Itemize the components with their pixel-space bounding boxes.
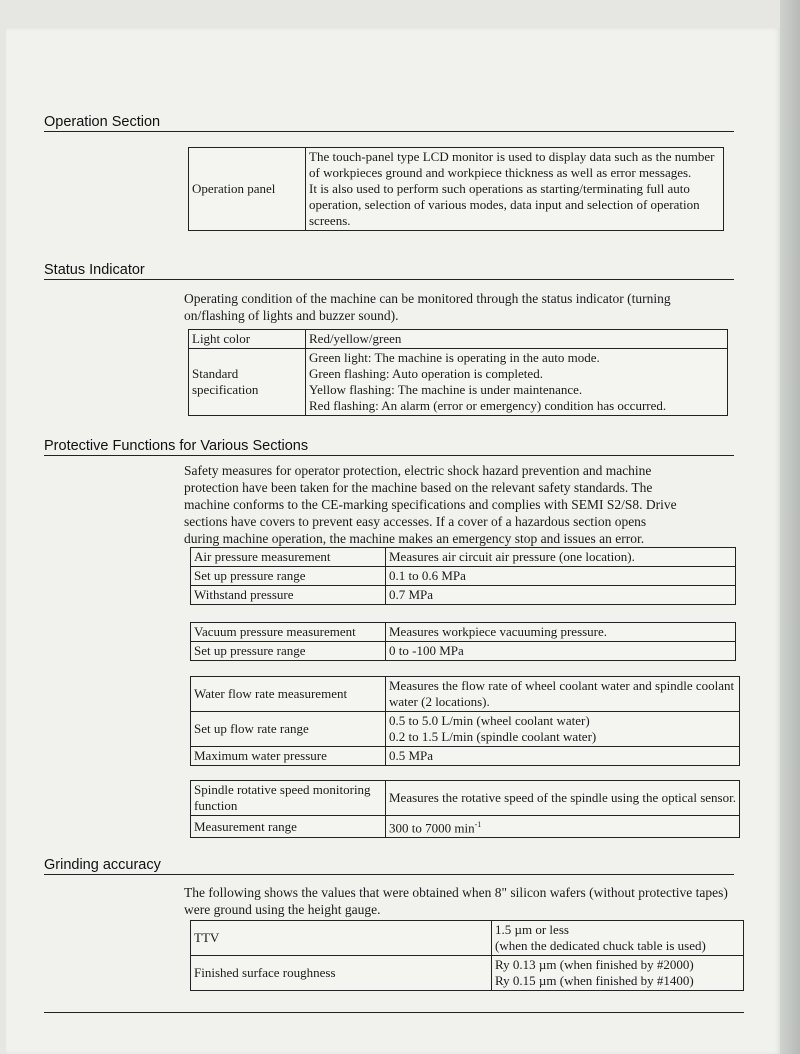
protective-section-heading: Protective Functions for Various Sections bbox=[44, 438, 734, 456]
operation-section-heading: Operation Section bbox=[44, 114, 734, 132]
status-section-heading: Status Indicator bbox=[44, 262, 734, 280]
water-measurement-label: Water flow rate measurement bbox=[191, 677, 386, 712]
operation-panel-label: Operation panel bbox=[189, 148, 306, 231]
operation-panel-desc bbox=[306, 148, 724, 231]
spindle-range-value bbox=[386, 816, 740, 838]
air-measurement-value: Measures air circuit air pressure (one location). bbox=[386, 548, 736, 567]
spindle-monitor-label: Spindle rotative speed monitoring function bbox=[191, 781, 386, 816]
spindle-range-text: 300 to 7000 min bbox=[389, 820, 475, 836]
spec-line-green-flash: Green flashing: Auto operation is completed. bbox=[309, 366, 543, 381]
vacuum-measurement-value: Measures workpiece vacuuming pressure. bbox=[386, 623, 736, 642]
operation-desc-2: It is also used to perform such operations as starting/terminating full auto operation, selection of various modes, data input and selection of operation screens. bbox=[309, 181, 700, 228]
spec-line-green: Green light: The machine is operating in the auto mode. bbox=[309, 350, 600, 365]
bottom-rule bbox=[44, 1012, 744, 1013]
grinding-table bbox=[190, 920, 744, 991]
water-range-value bbox=[386, 712, 740, 747]
roughness-line-1400: Ry 0.15 µm (when finished by #1400) bbox=[495, 973, 694, 988]
air-measurement-label: Air pressure measurement bbox=[191, 548, 386, 567]
ttv-value bbox=[492, 921, 744, 956]
vacuum-measurement-label: Vacuum pressure measurement bbox=[191, 623, 386, 642]
ttv-label: TTV bbox=[191, 921, 492, 956]
spindle-monitor-value: Measures the rotative speed of the spindle using the optical sensor. bbox=[386, 781, 740, 816]
spindle-speed-table bbox=[190, 780, 740, 838]
air-range-label: Set up pressure range bbox=[191, 567, 386, 586]
vacuum-range-label: Set up pressure range bbox=[191, 642, 386, 661]
water-max-pressure-value: 0.5 MPa bbox=[386, 747, 740, 766]
roughness-value bbox=[492, 956, 744, 991]
air-withstand-label: Withstand pressure bbox=[191, 586, 386, 605]
status-intro: Operating condition of the machine can be monitored through the status indicator (turning on/flashing of lights and buzzer sound). bbox=[184, 291, 671, 323]
status-table bbox=[188, 329, 728, 416]
vacuum-range-value: 0 to -100 MPa bbox=[386, 642, 736, 661]
water-flow-table bbox=[190, 676, 740, 766]
standard-spec-label: Standard specification bbox=[189, 349, 306, 416]
spindle-range-label: Measurement range bbox=[191, 816, 386, 838]
water-range-label: Set up flow rate range bbox=[191, 712, 386, 747]
grinding-intro: The following shows the values that were obtained when 8" silicon wafers (without protective tapes) were ground using the height gauge. bbox=[184, 885, 728, 917]
spindle-range-unit-exp: -1 bbox=[474, 820, 482, 829]
standard-spec-value bbox=[306, 349, 728, 416]
air-range-value: 0.1 to 0.6 MPa bbox=[386, 567, 736, 586]
ttv-line-2: (when the dedicated chuck table is used) bbox=[495, 938, 706, 953]
grinding-section-heading: Grinding accuracy bbox=[44, 857, 734, 875]
water-max-pressure-label: Maximum water pressure bbox=[191, 747, 386, 766]
spec-line-red-flash: Red flashing: An alarm (error or emergency) condition has occurred. bbox=[309, 398, 667, 413]
water-measurement-value: Measures the flow rate of wheel coolant water and spindle coolant water (2 locations). bbox=[386, 677, 740, 712]
roughness-line-2000: Ry 0.13 µm (when finished by #2000) bbox=[495, 957, 694, 972]
water-range-spindle: 0.2 to 1.5 L/min (spindle coolant water) bbox=[389, 729, 597, 744]
air-pressure-table bbox=[190, 547, 736, 605]
light-color-label: Light color bbox=[189, 330, 306, 349]
ttv-line-1: 1.5 µm or less bbox=[495, 922, 569, 937]
operation-table bbox=[188, 147, 724, 231]
water-range-wheel: 0.5 to 5.0 L/min (wheel coolant water) bbox=[389, 713, 590, 728]
light-color-value: Red/yellow/green bbox=[306, 330, 728, 349]
vacuum-pressure-table bbox=[190, 622, 736, 661]
spec-line-yellow-flash: Yellow flashing: The machine is under maintenance. bbox=[309, 382, 583, 397]
operation-desc-1: The touch-panel type LCD monitor is used to display data such as the number of workpieces ground and workpiece thickness as well as error messages. bbox=[309, 149, 715, 180]
protective-intro: Safety measures for operator protection, electric shock hazard prevention and machine protection have been taken for the machine based on the relevant safety standards. The machine conforms to the CE-marking specifications and complies with SEMI S2/S8. Drive sections have covers to prevent easy accesses. If a cover of a hazardous section opens during machine operation, the machine makes an emergency stop and issues an error. bbox=[184, 463, 677, 546]
binder-edge bbox=[780, 0, 800, 1054]
air-withstand-value: 0.7 MPa bbox=[386, 586, 736, 605]
roughness-label: Finished surface roughness bbox=[191, 956, 492, 991]
